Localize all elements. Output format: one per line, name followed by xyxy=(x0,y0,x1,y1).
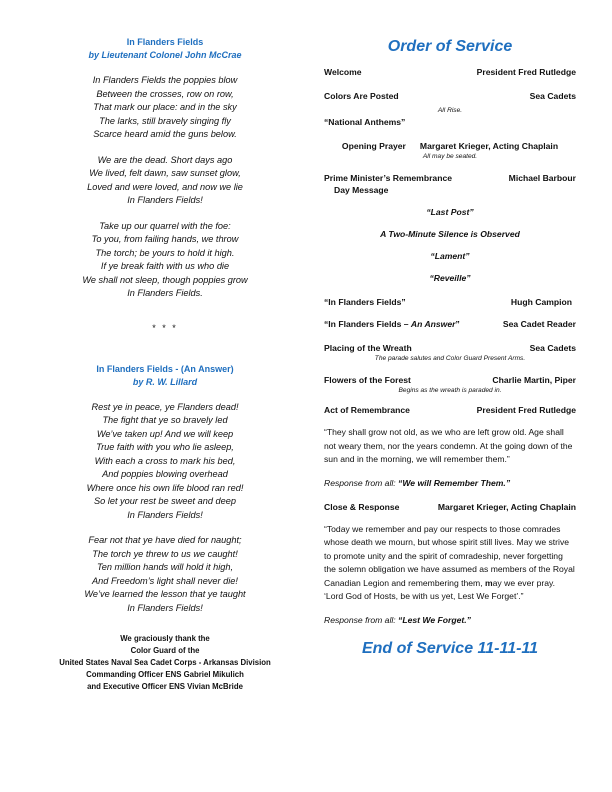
poem1-title: In Flanders Fields xyxy=(126,37,204,47)
program-item-silence: A Two-Minute Silence is Observed xyxy=(380,229,520,239)
response-value: “We will Remember Them.” xyxy=(398,477,511,488)
item-who: Hugh Campion xyxy=(510,297,572,307)
prayer-note: All may be seated. xyxy=(422,153,478,160)
item-name-italic: An Answer xyxy=(410,319,456,329)
poems-column xyxy=(40,36,290,693)
program-item-reveille: “Reveille” xyxy=(429,273,471,283)
program-item-flowers xyxy=(324,374,576,386)
thanks-line: United States Naval Sea Cadet Corps - Arkansas Division xyxy=(59,658,271,667)
program-item-remembrance xyxy=(324,404,576,416)
item-name: Colors Are Posted xyxy=(324,91,399,101)
poem-line: Fear not that ye have died for naught; xyxy=(88,535,242,545)
item-who: Michael Barbour xyxy=(508,173,576,183)
poem-line: So let your rest be sweet and deep xyxy=(94,496,236,506)
thanks-line: Commanding Officer ENS Gabriel Mikulich xyxy=(86,670,244,679)
response-lest-we-forget xyxy=(324,614,576,626)
item-name-line2: Day Message xyxy=(334,185,389,195)
poem-line: In Flanders Fields the poppies blow xyxy=(92,75,238,85)
poem-line: Take up our quarrel with the foe: xyxy=(99,220,231,231)
poem-line: We are the dead. Short days ago xyxy=(97,154,233,165)
thanks-line: We graciously thank the xyxy=(120,634,210,643)
poem-line: In Flanders Fields. xyxy=(127,288,203,298)
response-label: Response from all: xyxy=(324,614,399,625)
program-item-anthems: “National Anthems” xyxy=(324,117,406,127)
program-item-welcome xyxy=(324,66,576,78)
poem-line: We lived, felt dawn, saw sunset glow, xyxy=(89,168,241,178)
item-name xyxy=(324,172,452,196)
poem-line: With each a cross to mark his bed, xyxy=(94,455,236,466)
item-name: Act of Remembrance xyxy=(324,405,410,415)
poem-line: In Flanders Fields! xyxy=(127,602,203,613)
item-who: President Fred Rutledge xyxy=(476,405,576,415)
item-name: Close & Response xyxy=(324,501,400,512)
poem-line: And Freedom’s light shall never die! xyxy=(92,575,238,586)
item-who: Sea Cadets xyxy=(529,343,576,353)
program-item-last-post: “Last Post” xyxy=(426,207,474,217)
poem-line: Scarce heard amid the guns below. xyxy=(93,129,237,139)
separator-stars: * * * xyxy=(152,322,178,333)
poem-line: That mark our place: and in the sky xyxy=(93,102,237,112)
poem1-stanza-3 xyxy=(40,220,290,301)
item-name xyxy=(324,318,460,330)
program-item-prayer xyxy=(324,140,576,152)
poem-line: Between the crosses, row on row, xyxy=(96,88,234,99)
item-name: “In Flanders Fields” xyxy=(324,297,406,307)
program-item-in-flanders-fields xyxy=(324,296,576,308)
thanks-line: and Executive Officer ENS Vivian McBride xyxy=(87,682,243,691)
poem1-stanza-1 xyxy=(40,74,290,142)
poem-line: Loved and were loved, and now we lie xyxy=(87,181,243,192)
poem-line: True faith with you who lie asleep, xyxy=(96,442,234,452)
poem-line: In Flanders Fields! xyxy=(127,509,203,520)
poem2-stanza-2 xyxy=(40,534,290,615)
program-item-answer xyxy=(324,318,576,330)
item-who: Margaret Krieger, Acting Chaplain xyxy=(419,141,559,151)
prayer-text-b: ay we ever pray. ‘Lord God of Hosts, be with us yet, Lest We Forget’.” xyxy=(324,577,556,601)
prayer-text-bold: m xyxy=(485,577,493,588)
item-who: President Fred Rutledge xyxy=(476,67,576,77)
item-who: Sea Cadets xyxy=(529,91,576,101)
item-name-prefix: “In Flanders Fields – xyxy=(324,319,411,329)
poem1-author: by Lieutenant Colonel John McCrae xyxy=(88,50,242,60)
poem1-stanza-2 xyxy=(40,154,290,208)
response-value: “Lest We Forget.” xyxy=(398,614,471,625)
order-title: Order of Service xyxy=(387,38,513,55)
poem2-author: by R. W. Lillard xyxy=(132,376,198,387)
poem-line: If ye break faith with us who die xyxy=(100,261,230,271)
poem2-stanza-1 xyxy=(40,401,290,523)
acknowledgement xyxy=(40,633,290,693)
response-label: Response from all: xyxy=(324,477,399,488)
poem-line: We’ve learned the lesson that ye taught xyxy=(84,589,246,599)
poem2-title: In Flanders Fields - (An Answer) xyxy=(96,363,234,374)
closing-prayer xyxy=(324,523,576,604)
end-of-service: End of Service 11-11-11 xyxy=(361,639,539,657)
poem-line: And poppies blowing overhead xyxy=(102,469,228,479)
item-name: Welcome xyxy=(324,67,362,77)
item-name: Flowers of the Forest xyxy=(324,375,411,385)
item-name-suffix: ” xyxy=(455,319,460,329)
program-item-pm-message xyxy=(324,172,576,196)
poem-line: The larks, still bravely singing fly xyxy=(99,115,231,126)
item-name-line1: Prime Minister’s Remembrance xyxy=(324,173,453,183)
item-who: Charlie Martin, Piper xyxy=(492,375,576,385)
item-name: Opening Prayer xyxy=(341,141,406,151)
program-item-close xyxy=(324,501,576,513)
item-name: Placing of the Wreath xyxy=(324,343,412,353)
poem-line: In Flanders Fields! xyxy=(127,195,203,205)
poem-line: Where once his own life blood ran red! xyxy=(86,482,244,493)
program-item-wreath xyxy=(324,342,576,354)
item-who: Sea Cadet Reader xyxy=(502,319,576,329)
thanks-line: Color Guard of the xyxy=(130,646,200,655)
poem-line: To you, from failing hands, we throw xyxy=(91,234,239,244)
colors-note: All Rise. xyxy=(437,107,463,114)
program-item-lament: “Lament” xyxy=(430,251,470,261)
flowers-note: Begins as the wreath is paraded in. xyxy=(398,387,502,394)
poem-line: We’ve taken up! And we will keep xyxy=(96,428,234,439)
poem-line: The fight that ye so bravely led xyxy=(102,415,228,425)
response-remember xyxy=(324,477,576,489)
wreath-note: The parade salutes and Color Guard Present Arms. xyxy=(374,355,526,362)
poem-line: Ten million hands will hold it high, xyxy=(96,562,234,572)
poem-line: The torch ye threw to us we caught! xyxy=(92,548,238,559)
item-who: Margaret Krieger, Acting Chaplain xyxy=(437,501,576,512)
order-of-service-column xyxy=(324,36,576,660)
poem-line: Rest ye in peace, ye Flanders dead! xyxy=(91,401,239,412)
ode-of-remembrance: “They shall grow not old, as we who are left grow old. Age shall not weary them, nor the years condemn. At the going down of the sun and in the morning, we will remember them.” xyxy=(324,427,573,464)
program-item-colors xyxy=(324,90,576,102)
poem-line: We shall not sleep, though poppies grow xyxy=(82,274,248,285)
poem-line: The torch; be yours to hold it high. xyxy=(95,247,235,258)
prayer-text-a: “Today we remember and pay our respects to those comrades whose death we mourn, but whose spirit still lives. May we strive to promote unity and the spirit of comradeship, never forgetting the solemn obligation we have assumed as members of the Royal Canadian Legion and remembering them, xyxy=(324,523,575,588)
